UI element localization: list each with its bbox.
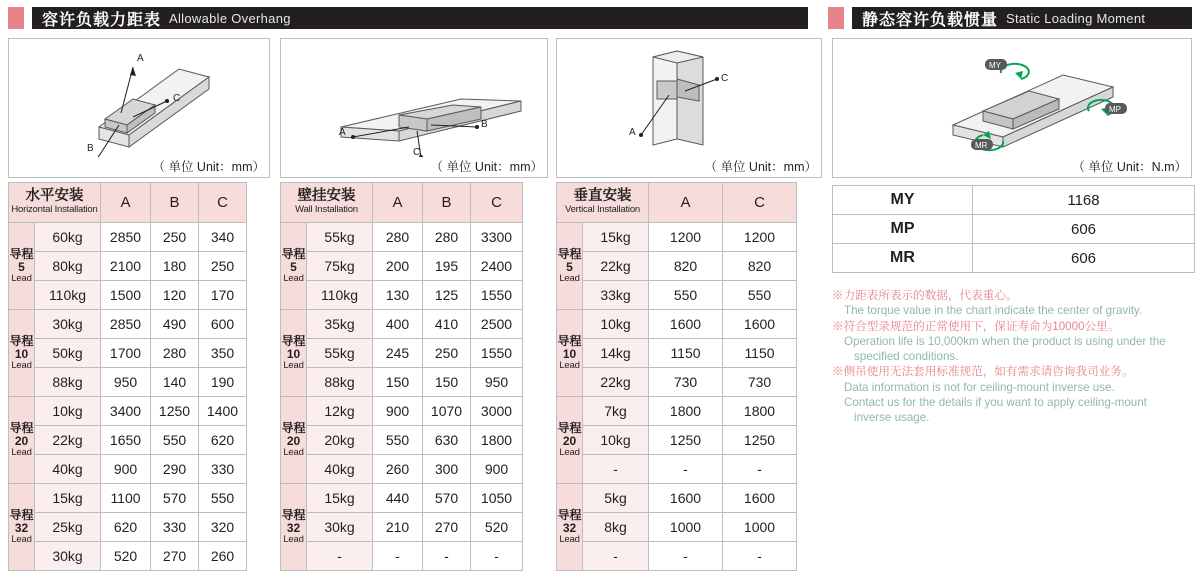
value-cell: 270: [423, 513, 471, 542]
value-cell: 1600: [723, 484, 797, 513]
load-cell: 50kg: [35, 339, 101, 368]
value-cell: 1250: [151, 397, 199, 426]
load-cell: 20kg: [307, 426, 373, 455]
table-row: [281, 339, 523, 368]
table-vertical-installation: [556, 182, 797, 571]
value-cell: 620: [199, 426, 247, 455]
section-header-moment: [828, 5, 1192, 31]
value-cell: 1400: [199, 397, 247, 426]
value-cell: 520: [471, 513, 523, 542]
lead-group-32: 导程 32 Lead: [281, 484, 307, 571]
table-row: [557, 426, 797, 455]
table-horizontal-installation: [8, 182, 247, 571]
table-row: [281, 426, 523, 455]
value-cell: 550: [723, 281, 797, 310]
load-cell: 5kg: [583, 484, 649, 513]
table-row: [557, 339, 797, 368]
value-cell: 320: [199, 513, 247, 542]
value-cell: 600: [199, 310, 247, 339]
load-cell: 15kg: [35, 484, 101, 513]
load-cell: 10kg: [583, 310, 649, 339]
lead-group-5: 导程 5 Lead: [281, 223, 307, 310]
value-cell: -: [373, 542, 423, 571]
load-cell: 40kg: [307, 455, 373, 484]
svg-text:C: C: [413, 147, 421, 157]
load-cell: 12kg: [307, 397, 373, 426]
lead-group-32: 导程 32 Lead: [9, 484, 35, 571]
value-cell: 1150: [649, 339, 723, 368]
table-row: [9, 484, 247, 513]
value-cell: 950: [471, 368, 523, 397]
lead-group-10: 导程 10 Lead: [9, 310, 35, 397]
value-cell: 1700: [101, 339, 151, 368]
mount-type-header: [557, 183, 649, 223]
table-static-loading-moment: [832, 185, 1195, 273]
load-cell: 110kg: [307, 281, 373, 310]
value-cell: 150: [423, 368, 471, 397]
lead-group-10: 导程 10 Lead: [281, 310, 307, 397]
column-header-a: A: [649, 183, 723, 223]
value-cell: 570: [151, 484, 199, 513]
load-cell: 15kg: [307, 484, 373, 513]
table-wall-installation: [280, 182, 523, 571]
table-row: [281, 368, 523, 397]
note-en: Data information is not for ceiling-mount inverse use.: [844, 380, 1115, 394]
header-title-en: Static Loading Moment: [1006, 10, 1146, 26]
value-cell: 1800: [649, 397, 723, 426]
value-cell: 120: [151, 281, 199, 310]
header-title-cn: 容许负载力距表: [42, 11, 162, 29]
lead-group-10: 导程 10 Lead: [557, 310, 583, 397]
header-accent-bar: [828, 7, 844, 29]
value-cell: 2850: [101, 310, 151, 339]
load-cell: 25kg: [35, 513, 101, 542]
column-header-c: C: [723, 183, 797, 223]
table-row: [557, 223, 797, 252]
value-cell: 620: [101, 513, 151, 542]
value-cell: -: [423, 542, 471, 571]
value-cell: 1050: [471, 484, 523, 513]
note-cn: ※侧吊使用无法套用标准规范，如有需求请咨询我司业务。: [832, 365, 1134, 379]
value-cell: 1200: [649, 223, 723, 252]
table-row: [9, 281, 247, 310]
value-cell: 730: [723, 368, 797, 397]
section-header-overhang: [8, 5, 808, 31]
load-cell: 30kg: [35, 542, 101, 571]
value-cell: 1000: [723, 513, 797, 542]
unit-label-mm: （ 单位 Unit：mm）: [430, 160, 543, 174]
lead-group-32: 导程 32 Lead: [557, 484, 583, 571]
load-cell: 40kg: [35, 455, 101, 484]
value-cell: 330: [151, 513, 199, 542]
value-cell: 1000: [649, 513, 723, 542]
value-cell: 820: [649, 252, 723, 281]
unit-label-nm: （ 单位 Unit：N.m）: [1072, 160, 1187, 174]
table-row: [281, 455, 523, 484]
value-cell: 340: [199, 223, 247, 252]
table-row: [557, 455, 797, 484]
value-cell: 550: [199, 484, 247, 513]
note-en: specified conditions.: [854, 350, 959, 364]
column-header-a: A: [101, 183, 151, 223]
value-cell: 1250: [649, 426, 723, 455]
value-cell: 550: [151, 426, 199, 455]
mount-type-header: [281, 183, 373, 223]
value-cell: 195: [423, 252, 471, 281]
load-cell: 30kg: [307, 513, 373, 542]
column-header-c: C: [199, 183, 247, 223]
lead-group-5: 导程 5 Lead: [9, 223, 35, 310]
mount-type-cn: 水平安装: [25, 188, 84, 205]
load-cell: -: [583, 542, 649, 571]
vertical-actuator-drawing: [557, 39, 821, 157]
value-cell: 170: [199, 281, 247, 310]
value-cell: 630: [423, 426, 471, 455]
column-header-c: C: [471, 183, 523, 223]
value-cell: 950: [101, 368, 151, 397]
value-cell: -: [723, 455, 797, 484]
table-row: [281, 223, 523, 252]
moment-value: 1168: [973, 186, 1195, 215]
value-cell: 350: [199, 339, 247, 368]
moment-label: MY: [833, 186, 973, 215]
header-title-bar: [32, 7, 808, 29]
value-cell: 1150: [723, 339, 797, 368]
value-cell: 2500: [471, 310, 523, 339]
table-row: [9, 252, 247, 281]
diagram-horizontal-installation: [8, 38, 270, 178]
horizontal-actuator-drawing: [9, 39, 269, 157]
moment-value: 606: [973, 244, 1195, 273]
table-header-row: [281, 183, 523, 223]
mount-type-cn: 垂直安装: [573, 188, 632, 205]
table-row: [557, 368, 797, 397]
value-cell: 300: [423, 455, 471, 484]
table-row: [9, 310, 247, 339]
load-cell: 22kg: [583, 252, 649, 281]
load-cell: 22kg: [35, 426, 101, 455]
load-cell: 55kg: [307, 339, 373, 368]
mount-type-en: Horizontal Installation: [11, 204, 98, 216]
load-cell: 80kg: [35, 252, 101, 281]
moment-actuator-drawing: [833, 39, 1191, 157]
table-row: [557, 542, 797, 571]
header-title-cn: 静态容许负载惯量: [862, 11, 999, 29]
header-title-bar: [852, 7, 1192, 29]
load-cell: 22kg: [583, 368, 649, 397]
value-cell: 490: [151, 310, 199, 339]
value-cell: 150: [373, 368, 423, 397]
value-cell: 570: [423, 484, 471, 513]
table-row: [9, 455, 247, 484]
lead-group-5: 导程 5 Lead: [557, 223, 583, 310]
value-cell: 1070: [423, 397, 471, 426]
value-cell: -: [723, 542, 797, 571]
moment-label: MP: [833, 215, 973, 244]
mount-type-en: Vertical Installation: [564, 204, 640, 216]
load-cell: 14kg: [583, 339, 649, 368]
value-cell: 245: [373, 339, 423, 368]
load-cell: 10kg: [583, 426, 649, 455]
load-cell: -: [583, 455, 649, 484]
table-row: [9, 542, 247, 571]
value-cell: 190: [199, 368, 247, 397]
diagram-wall-installation: [280, 38, 548, 178]
svg-text:A: A: [629, 127, 636, 138]
header-title-en: Allowable Overhang: [169, 10, 291, 26]
value-cell: 400: [373, 310, 423, 339]
value-cell: 280: [373, 223, 423, 252]
load-cell: 7kg: [583, 397, 649, 426]
note-en: Operation life is 10,000km when the product is using under the: [844, 334, 1166, 348]
column-header-a: A: [373, 183, 423, 223]
load-cell: 60kg: [35, 223, 101, 252]
table-row: [281, 281, 523, 310]
lead-group-20: 导程 20 Lead: [557, 397, 583, 484]
value-cell: 130: [373, 281, 423, 310]
value-cell: 140: [151, 368, 199, 397]
table-row: [281, 310, 523, 339]
load-cell: 110kg: [35, 281, 101, 310]
value-cell: 440: [373, 484, 423, 513]
mount-type-header: [9, 183, 101, 223]
table-row: [281, 484, 523, 513]
value-cell: 280: [151, 339, 199, 368]
load-cell: 30kg: [35, 310, 101, 339]
table-row: [557, 310, 797, 339]
value-cell: 3400: [101, 397, 151, 426]
diagram-static-loading-moment: [832, 38, 1192, 178]
value-cell: 3000: [471, 397, 523, 426]
table-row: [9, 339, 247, 368]
value-cell: 250: [423, 339, 471, 368]
svg-text:A: A: [339, 127, 346, 138]
value-cell: 1250: [723, 426, 797, 455]
table-row: [9, 513, 247, 542]
load-cell: 10kg: [35, 397, 101, 426]
table-row: [833, 244, 1195, 273]
value-cell: -: [649, 542, 723, 571]
table-row: [281, 542, 523, 571]
load-cell: 8kg: [583, 513, 649, 542]
load-cell: 35kg: [307, 310, 373, 339]
load-cell: 55kg: [307, 223, 373, 252]
value-cell: 280: [423, 223, 471, 252]
moment-value: 606: [973, 215, 1195, 244]
table-row: [281, 397, 523, 426]
value-cell: 1500: [101, 281, 151, 310]
value-cell: 1600: [649, 310, 723, 339]
value-cell: 1550: [471, 281, 523, 310]
load-cell: -: [307, 542, 373, 571]
load-cell: 33kg: [583, 281, 649, 310]
load-cell: 88kg: [307, 368, 373, 397]
value-cell: 900: [471, 455, 523, 484]
table-row: [281, 513, 523, 542]
value-cell: 900: [101, 455, 151, 484]
table-row: [557, 281, 797, 310]
value-cell: 2100: [101, 252, 151, 281]
value-cell: 550: [373, 426, 423, 455]
value-cell: 520: [101, 542, 151, 571]
value-cell: 1650: [101, 426, 151, 455]
table-row: [557, 252, 797, 281]
svg-text:MR: MR: [975, 141, 988, 150]
table-row: [281, 252, 523, 281]
svg-text:B: B: [87, 143, 94, 154]
value-cell: 1100: [101, 484, 151, 513]
table-row: [557, 513, 797, 542]
value-cell: 2400: [471, 252, 523, 281]
table-header-row: [557, 183, 797, 223]
value-cell: 1600: [649, 484, 723, 513]
svg-text:C: C: [721, 73, 729, 84]
unit-label-mm: （ 单位 Unit：mm）: [152, 160, 265, 174]
svg-text:C: C: [173, 93, 181, 104]
value-cell: 250: [199, 252, 247, 281]
table-row: [833, 186, 1195, 215]
load-cell: 75kg: [307, 252, 373, 281]
value-cell: 180: [151, 252, 199, 281]
value-cell: 3300: [471, 223, 523, 252]
value-cell: 125: [423, 281, 471, 310]
table-row: [9, 397, 247, 426]
value-cell: 2850: [101, 223, 151, 252]
note-cn: ※力距表所表示的数据，代表重心。: [832, 289, 1018, 302]
wall-actuator-drawing: [281, 39, 547, 157]
value-cell: 1200: [723, 223, 797, 252]
value-cell: 290: [151, 455, 199, 484]
mount-type-en: Wall Installation: [295, 204, 358, 216]
svg-text:MY: MY: [989, 61, 1001, 70]
column-header-b: B: [151, 183, 199, 223]
load-cell: 15kg: [583, 223, 649, 252]
value-cell: 900: [373, 397, 423, 426]
value-cell: 260: [199, 542, 247, 571]
lead-group-20: 导程 20 Lead: [9, 397, 35, 484]
mount-type-cn: 壁挂安装: [297, 188, 356, 205]
table-row: [9, 368, 247, 397]
value-cell: 200: [373, 252, 423, 281]
load-cell: 88kg: [35, 368, 101, 397]
value-cell: 1550: [471, 339, 523, 368]
table-row: [9, 223, 247, 252]
column-header-b: B: [423, 183, 471, 223]
value-cell: 250: [151, 223, 199, 252]
table-header-row: [9, 183, 247, 223]
notes-block: [832, 288, 1198, 426]
value-cell: -: [649, 455, 723, 484]
unit-label-mm: （ 单位 Unit：mm）: [704, 160, 817, 174]
moment-label: MR: [833, 244, 973, 273]
svg-text:A: A: [137, 53, 144, 64]
value-cell: 550: [649, 281, 723, 310]
note-en: inverse usage.: [854, 411, 930, 425]
value-cell: 270: [151, 542, 199, 571]
value-cell: 260: [373, 455, 423, 484]
value-cell: -: [471, 542, 523, 571]
note-cn: ※符合型录规范的正常使用下，保证寿命为10000公里。: [832, 319, 1120, 333]
table-row: [9, 426, 247, 455]
diagram-vertical-installation: [556, 38, 822, 178]
value-cell: 210: [373, 513, 423, 542]
value-cell: 1800: [723, 397, 797, 426]
value-cell: 730: [649, 368, 723, 397]
svg-text:B: B: [481, 119, 488, 130]
note-en: The torque value in the chart indicate the center of gravity.: [844, 304, 1143, 318]
table-row: [557, 397, 797, 426]
value-cell: 1800: [471, 426, 523, 455]
value-cell: 330: [199, 455, 247, 484]
table-row: [833, 215, 1195, 244]
note-en: Contact us for the details if you want to apply ceiling-mount: [844, 396, 1147, 410]
value-cell: 1600: [723, 310, 797, 339]
lead-group-20: 导程 20 Lead: [281, 397, 307, 484]
value-cell: 410: [423, 310, 471, 339]
table-row: [557, 484, 797, 513]
value-cell: 820: [723, 252, 797, 281]
header-accent-bar: [8, 7, 24, 29]
svg-text:MP: MP: [1109, 105, 1121, 114]
